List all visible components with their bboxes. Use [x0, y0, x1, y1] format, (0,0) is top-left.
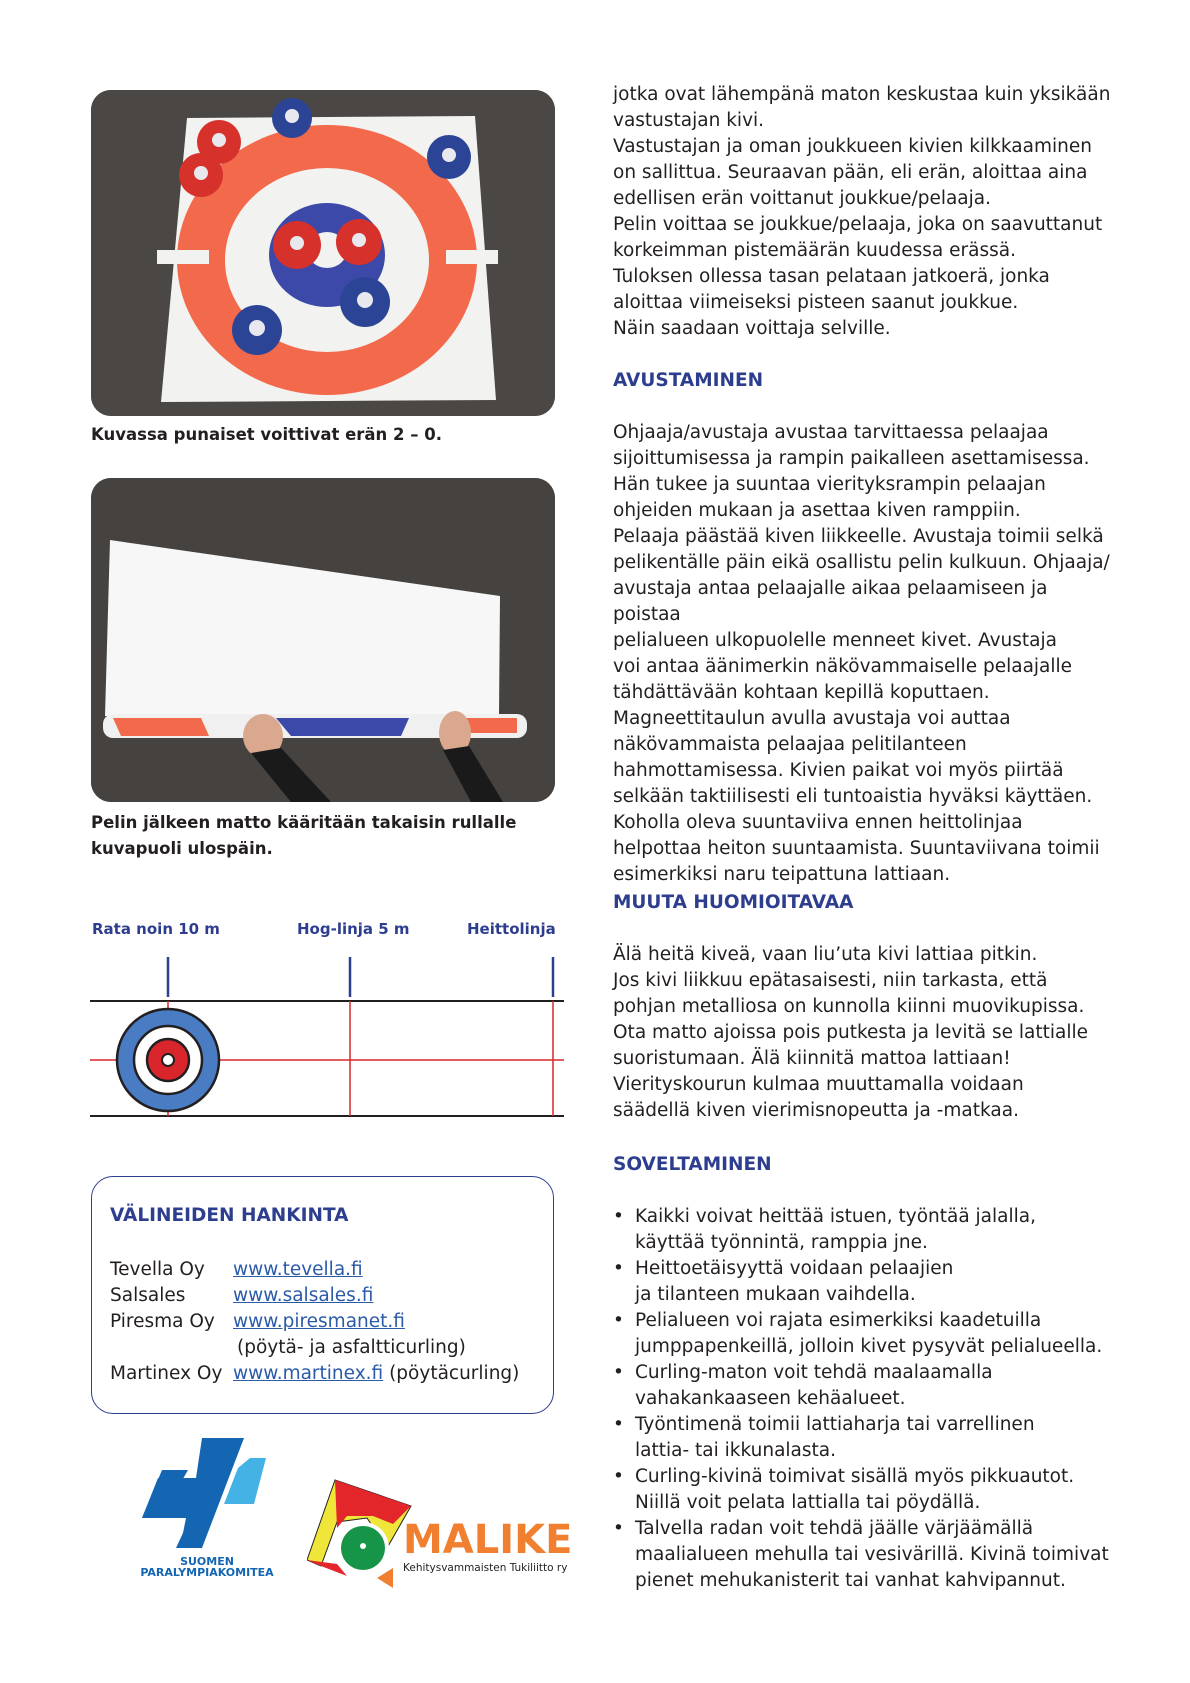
- curling-mat-illustration: [91, 90, 555, 416]
- text-line: helpottaa heiton suuntaamista. Suuntaviivana toimii: [613, 838, 1100, 859]
- red-stone: [273, 221, 321, 269]
- list-item: • Curling-kivinä toimivat sisällä myös pikkuautot. Niillä voit pelata lattialla tai pöydällä.: [613, 1464, 1113, 1516]
- section-soveltaminen: [613, 1152, 1113, 1178]
- blue-stone: [272, 98, 312, 138]
- supplier-link[interactable]: www.tevella.fi: [233, 1259, 363, 1280]
- text-line: Pelin voittaa se joukkue/pelaaja, joka on saavuttanut: [613, 214, 1103, 235]
- text-line: säädellä kiven vierimisnopeutta ja -matkaa.: [613, 1100, 1019, 1121]
- photo2-caption-line1: Pelin jälkeen matto kääritään takaisin rullalle: [91, 813, 517, 832]
- list-item: • Pelialueen voi rajata esimerkiksi kaadetuilla jumppapenkeillä, jolloin kivet pysyvät pelialueella.: [613, 1308, 1113, 1360]
- supplier-row: [110, 1283, 373, 1309]
- section-heading: SOVELTAMINEN: [613, 1154, 772, 1175]
- text-line: selkään taktiilisesti eli tuntoaistia hyväksi käyttäen.: [613, 786, 1093, 807]
- rolled-mat-photo: [91, 478, 555, 802]
- muuta-body: [613, 942, 1113, 1124]
- text-line: Vierityskourun kulmaa muuttamalla voidaan: [613, 1074, 1024, 1095]
- list-item: • Heittoetäisyyttä voidaan pelaajien ja tilanteen mukaan vaihdella.: [613, 1256, 1113, 1308]
- text-line: ohjeiden mukaan ja asettaa kiven ramppiin.: [613, 500, 1021, 521]
- malike-name: MALIKE: [403, 1517, 573, 1563]
- text-line: Ota matto ajoissa pois putkesta ja levitä se lattialle: [613, 1022, 1088, 1043]
- supplier-row: [110, 1335, 466, 1361]
- diagram-label-throwline: Heittolinja: [467, 920, 556, 938]
- blue-stone: [232, 305, 282, 355]
- blue-stone: [340, 277, 390, 327]
- supplier-link[interactable]: www.salsales.fi: [233, 1285, 374, 1306]
- curling-mat-photo: [91, 90, 555, 416]
- list-item: • Kaikki voivat heittää istuen, työntää jalalla, käyttää työnnintä, ramppia jne.: [613, 1204, 1113, 1256]
- section-heading: AVUSTAMINEN: [613, 370, 764, 391]
- text-line: Koholla oleva suuntaviiva ennen heittolinjaa: [613, 812, 1023, 833]
- suppliers-box: [91, 1176, 554, 1414]
- text-line: korkeimman pistemäärän kuudessa erässä.: [613, 240, 1016, 261]
- paralympic-committee-logo: [132, 1438, 282, 1588]
- section-avustaminen: [613, 368, 1113, 394]
- text-line: on sallittua. Seuraavan pään, eli erän, aloittaa aina: [613, 162, 1088, 183]
- supplier-company: Salsales: [110, 1285, 186, 1306]
- text-line: Ohjaaja/avustaja avustaa tarvittaessa pelaajaa: [613, 422, 1049, 443]
- supplier-company: Martinex Oy: [110, 1363, 223, 1384]
- blue-stone: [427, 135, 471, 179]
- house-target: [117, 1009, 219, 1111]
- malike-subtitle: Kehitysvammaisten Tukiliitto ry: [403, 1562, 568, 1574]
- text-line: Tuloksen ollessa tasan pelataan jatkoerä, jonka: [613, 266, 1050, 287]
- section-muuta: [613, 890, 1113, 916]
- supplier-link[interactable]: www.martinex.fi: [233, 1363, 384, 1384]
- text-line: Hän tukee ja suuntaa vierityksrampin pelaajan: [613, 474, 1046, 495]
- photo2-caption-line2: kuvapuoli ulospäin.: [91, 839, 273, 858]
- text-line: tähdättävään kohtaan kepillä koputtaen.: [613, 682, 990, 703]
- photo1-caption: Kuvassa punaiset voittivat erän 2 – 0.: [91, 425, 443, 444]
- text-line: vastustajan kivi.: [613, 110, 765, 131]
- list-item: • Curling-maton voit tehdä maalaamalla vahakankaaseen kehäalueet.: [613, 1360, 1113, 1412]
- text-line: aloittaa viimeiseksi pisteen saanut joukkue.: [613, 292, 1019, 313]
- supplier-link[interactable]: www.piresmanet.fi: [233, 1311, 405, 1332]
- red-stone: [336, 219, 382, 265]
- list-item: • Työntimenä toimii lattiaharja tai varrellinen lattia- tai ikkunalasta.: [613, 1412, 1113, 1464]
- paralympic-logo-line2: PARALYMPIAKOMITEA: [140, 1566, 274, 1579]
- text-line: Näin saadaan voittaja selville.: [613, 318, 891, 339]
- text-line: edellisen erän voittanut joukkue/pelaaja.: [613, 188, 991, 209]
- supplier-row: [110, 1361, 519, 1387]
- text-line: sijoittumisessa ja rampin paikalleen asettamisessa.: [613, 448, 1090, 469]
- text-line: avustaja antaa pelaajalle aikaa pelaamiseen ja poistaa: [613, 578, 1048, 625]
- supplier-row: [110, 1257, 363, 1283]
- diagram-label-hogline: Hog-linja 5 m: [297, 920, 410, 938]
- red-stone: [179, 153, 223, 197]
- text-line: suoristumaan. Älä kiinnitä mattoa lattiaan!: [613, 1048, 1011, 1069]
- curling-lane-diagram: [88, 945, 568, 1130]
- text-line: pelikentälle päin eikä osallistu pelin kulkuun. Ohjaaja/: [613, 552, 1110, 573]
- intro-paragraph: [613, 82, 1113, 342]
- text-line: pelialueen ulkopuolelle menneet kivet. Avustaja: [613, 630, 1057, 651]
- paralympic-cross-icon: [132, 1438, 282, 1548]
- avustaminen-body: [613, 420, 1113, 888]
- supplier-note: (pöytä- ja asfaltticurling): [237, 1337, 466, 1358]
- rolled-mat-illustration: [91, 478, 555, 802]
- supplier-company: Tevella Oy: [110, 1259, 205, 1280]
- text-line: pohjan metalliosa on kunnolla kiinni muovikupissa.: [613, 996, 1085, 1017]
- text-line: jotka ovat lähempänä maton keskustaa kuin yksikään: [613, 84, 1111, 105]
- photo2-caption: [91, 810, 516, 862]
- paralympic-logo-line1: SUOMEN: [180, 1555, 234, 1568]
- supplier-row: [110, 1309, 405, 1335]
- text-line: näkövammaista pelaajaa pelitilanteen: [613, 734, 967, 755]
- supplier-note: (pöytäcurling): [389, 1363, 520, 1384]
- list-item: • Talvella radan voit tehdä jäälle värjäämällä maalialueen mehulla tai vesivärillä. Kivinä toimivat pienet mehukanisterit tai vanhat kahvipannut.: [613, 1516, 1113, 1594]
- text-line: esimerkiksi naru teipattuna lattiaan.: [613, 864, 951, 885]
- text-line: voi antaa äänimerkin näkövammaiselle pelaajalle: [613, 656, 1073, 677]
- text-line: Vastustajan ja oman joukkueen kivien kilkkaaminen: [613, 136, 1092, 157]
- text-line: Jos kivi liikkuu epätasaisesti, niin tarkasta, että: [613, 970, 1048, 991]
- suppliers-title: VÄLINEIDEN HANKINTA: [110, 1205, 349, 1226]
- text-line: Älä heitä kiveä, vaan liu’uta kivi lattiaa pitkin.: [613, 944, 1038, 965]
- diagram-label-track: Rata noin 10 m: [92, 920, 220, 938]
- soveltaminen-list: [613, 1204, 1113, 1594]
- section-heading: MUUTA HUOMIOITAVAA: [613, 892, 854, 913]
- text-line: Pelaaja päästää kiven liikkeelle. Avustaja toimii selkä: [613, 526, 1104, 547]
- supplier-company: Piresma Oy: [110, 1311, 215, 1332]
- malike-logo: [307, 1478, 577, 1588]
- text-line: Magneettitaulun avulla avustaja voi auttaa: [613, 708, 1011, 729]
- text-line: hahmottamisessa. Kivien paikat voi myös piirtää: [613, 760, 1064, 781]
- malike-emblem-icon: [307, 1478, 417, 1588]
